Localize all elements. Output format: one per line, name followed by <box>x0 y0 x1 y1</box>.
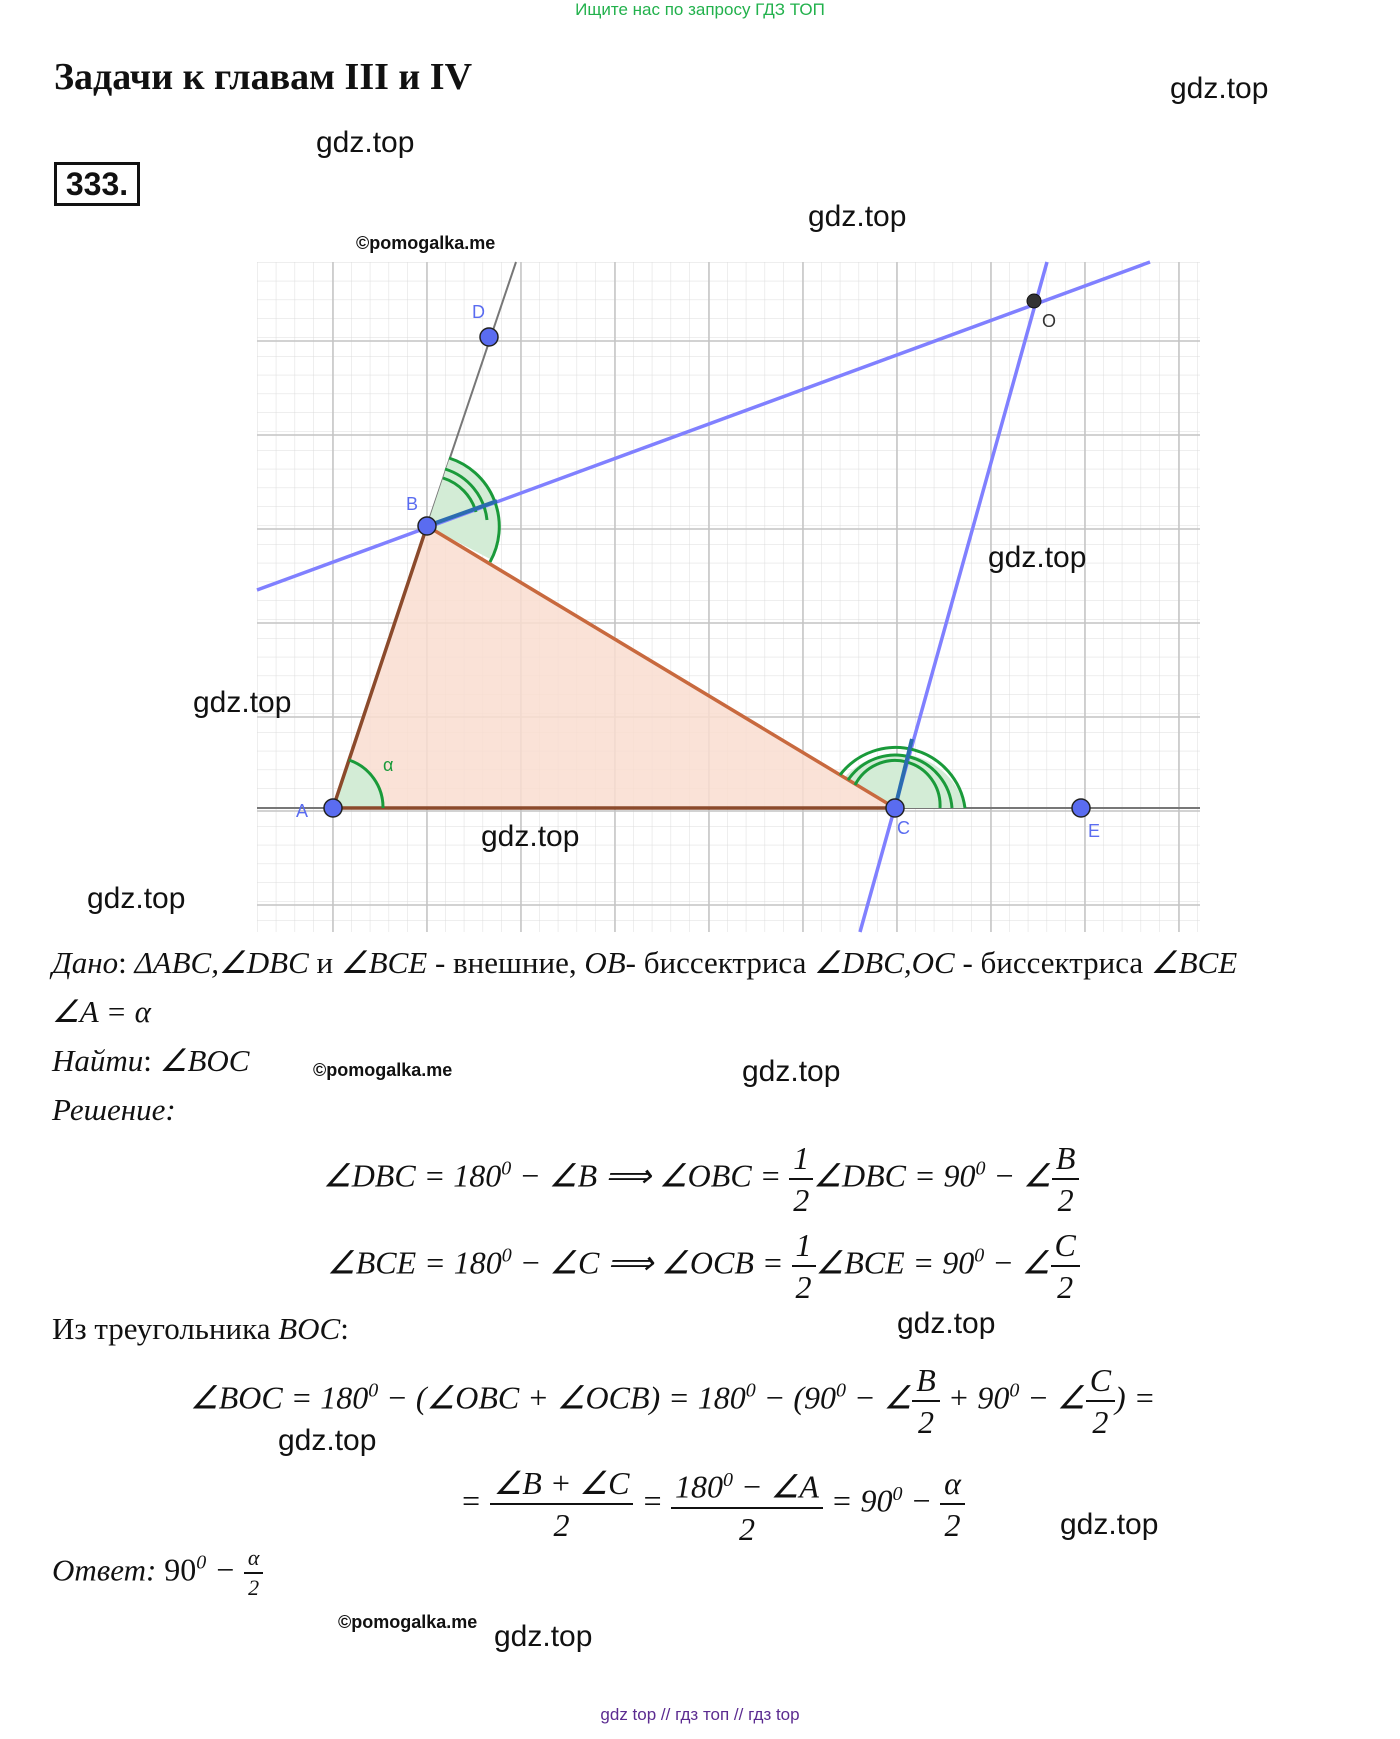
watermark: gdz.top <box>1060 1508 1159 1541</box>
footer-links[interactable]: gdz top // гдз топ // гдз top <box>600 1705 800 1724</box>
fraction: $\frac{\angle B + \angle C}{2}$ <box>490 1463 634 1545</box>
watermark: gdz.top <box>481 820 580 853</box>
watermark: gdz.top <box>742 1055 841 1088</box>
fraction: $\frac{\alpha}{2}$ <box>940 1463 965 1545</box>
copyright-watermark: ©pomogalka.me <box>313 1060 453 1080</box>
given-angle-bce: ∠BCE <box>340 945 428 980</box>
watermark: gdz.top <box>316 126 415 159</box>
watermark: gdz.top <box>988 541 1087 574</box>
triangle-line: Из треугольника BOC: <box>52 1311 349 1346</box>
fraction: $\frac{1}{2}$ <box>789 1138 813 1220</box>
point-a <box>324 799 342 817</box>
point-b <box>418 517 436 535</box>
top-banner: Ищите нас по запросу ГДЗ ТОП <box>575 0 825 19</box>
watermark: gdz.top <box>278 1424 377 1457</box>
equation-2: ∠BCE = $180^0$ − ∠C ⟹ ∠OCB = $\frac{1}{2}$ ∠BCE = $90^0$ − ∠ $\frac{C}{2}$ <box>327 1225 1080 1307</box>
chapter-title: Задачи к главам III и IV <box>54 56 473 98</box>
fraction: $\frac{B}{2}$ <box>1052 1138 1080 1220</box>
given-label: Дано <box>52 945 119 980</box>
given-triangle: ΔABC,∠DBC <box>134 945 309 980</box>
label-b: B <box>406 494 419 514</box>
equation-3: ∠BOC = $180^0$ − (∠OBC + ∠OCB) = $180^0 - (90^0$ − ∠ $\frac{B}{2}$ + $90^0$ − ∠ $\frac{C}{2}$ ) = <box>190 1362 1156 1440</box>
given-bisector-1: - биссектриса <box>625 945 807 980</box>
label-alpha: α <box>383 755 394 775</box>
equation-4: = $\frac{\angle B + \angle C}{2}$ = $\frac{180^0 - \angle A}{2}$ = $90^0$ − $\frac{\alpha}{2}$ <box>460 1460 965 1549</box>
label-a: A <box>296 801 309 821</box>
given-angle-a: ∠A = α <box>52 994 151 1029</box>
answer-line: Ответ: $90^0$ − $\frac{\alpha}{2}$ <box>52 1544 263 1602</box>
watermark: gdz.top <box>897 1307 996 1340</box>
watermark: gdz.top <box>1170 72 1269 105</box>
fraction: $\frac{B}{2}$ <box>912 1360 940 1442</box>
equation-1: ∠DBC = $180^0$ − ∠B ⟹ ∠OBC = $\frac{1}{2}$ ∠DBC = $90^0$ − ∠ $\frac{B}{2}$ <box>323 1138 1079 1220</box>
given-line: Дано: ΔABC,∠DBC и ∠BCE - внешние, OB- биссектриса ∠DBC,OC - биссектриса ∠BCE <box>52 945 1238 980</box>
answer-label: Ответ: <box>52 1552 157 1588</box>
fraction: $\frac{C}{2}$ <box>1086 1360 1115 1442</box>
watermark: gdz.top <box>494 1620 593 1653</box>
fraction: $\frac{C}{2}$ <box>1051 1225 1080 1307</box>
copyright-watermark: ©pomogalka.me <box>338 1612 478 1632</box>
given-angle-dbc-oc: ∠DBC,OC <box>814 945 955 980</box>
point-o <box>1027 294 1041 308</box>
find-label: Найти <box>52 1043 144 1078</box>
fraction: $\frac{\alpha}{2}$ <box>244 1544 264 1602</box>
watermark: gdz.top <box>193 686 292 719</box>
given-bisector-2: - биссектриса <box>962 945 1144 980</box>
watermark: gdz.top <box>87 882 186 915</box>
point-c <box>886 799 904 817</box>
label-d: D <box>472 302 485 322</box>
label-e: E <box>1088 821 1101 841</box>
point-e <box>1072 799 1090 817</box>
solution-label: Решение: <box>52 1092 176 1127</box>
problem-number: 333. <box>54 162 140 206</box>
grid-minor <box>257 262 1200 932</box>
label-o: O <box>1042 311 1057 331</box>
given-ob: OB <box>584 945 626 980</box>
point-d <box>480 328 498 346</box>
fraction: $\frac{1}{2}$ <box>792 1225 816 1307</box>
label-c: C <box>897 818 910 838</box>
copyright-watermark: ©pomogalka.me <box>356 233 496 253</box>
given-external: - внешние, <box>434 945 577 980</box>
fraction: $\frac{180^0 - \angle A}{2}$ <box>671 1460 823 1549</box>
find-value: ∠BOC <box>159 1043 250 1078</box>
given-angle-bce-2: ∠BCE <box>1150 945 1238 980</box>
watermark: gdz.top <box>808 200 907 233</box>
find-line: Найти: ∠BOC <box>52 1043 250 1078</box>
given-and: и <box>316 945 334 980</box>
